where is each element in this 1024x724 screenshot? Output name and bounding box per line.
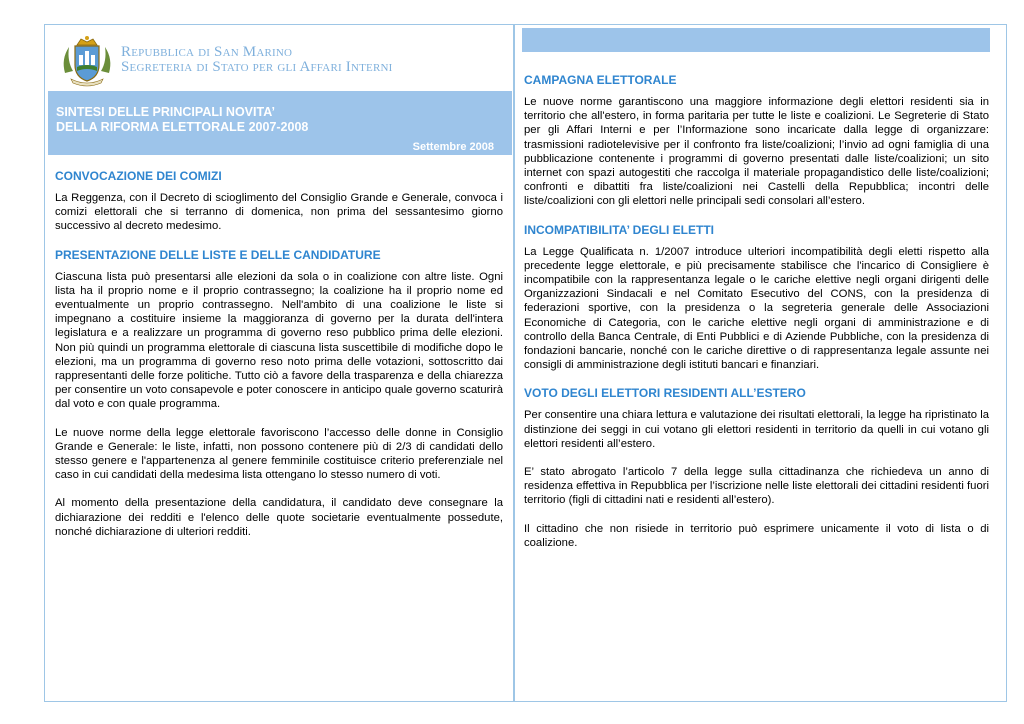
header-bar [522, 28, 990, 52]
org-line-2: Segreteria di Stato per gli Affari Interni [121, 59, 393, 75]
paragraph: Ciascuna lista può presentarsi alle elezioni da sola o in coalizione con altre liste. Ogni lista ha il proprio nome e il proprio contrassegno; la coalizione ha il proprio nome ed eventualmente un proprio contrassegno. Nell'ambito di una coalizione le liste si impegnano a costituire insieme la maggioranza di governo per la durata dell'intera legislatura e a realizzare un programma di governo reso pubblico prima delle elezioni. Non più quindi un programma elettorale di ciascuna lista suscettibile di modifiche dopo le elezioni, ma un programma di governo reso noto prima delle votazioni, sottoscritto dai rappresentanti delle forze politiche. Tutto ciò a favore della trasparenza e della chiarezza per consentire un voto consapevole e poter conoscere in anticipo quale governo scaturirà dal voto e con quale programma. [55, 270, 503, 411]
section-convocazione [55, 169, 503, 234]
org-line-1: Repubblica di San Marino [121, 44, 293, 60]
left-column [55, 169, 503, 553]
paragraph: E’ stato abrogato l’articolo 7 della legge sulla cittadinanza che richiedeva un anno di residenza effettiva in Repubblica per l’iscrizione nelle liste elettorali dei cittadini residenti fuori territorio (figli di cittadini nati e residenti all’estero). [524, 466, 989, 507]
section-incompatibilita [524, 223, 989, 373]
document-title [56, 105, 308, 135]
title-banner [48, 91, 512, 155]
publication-date: Settembre 2008 [412, 141, 494, 153]
section-title: INCOMPATIBILITA’ DEGLI ELETTI [524, 222, 714, 237]
paragraph: Le nuove norme garantiscono una maggiore informazione degli elettori residenti sia in territorio che all'estero, in forma paritaria per tutte le liste e coalizioni. Le Segreterie di Stato per gli Affari Interni e per l’Informazione sono incaricate dalla legge di organizzare: trasmissioni radiotelevisive per il confronto fra liste/coalizioni; l’invio ad ogni famiglia di una pubblicazione contenente i programmi di governo presentati dalle liste/coalizioni; un sito internet con spazi autogestiti che raccolga il materiale propagandistico delle liste/coalizioni; confronti e dibattiti fra liste/coalizioni nei Castelli della Repubblica; incontri delle liste/coalizioni con gli elettori nelle principali sedi consolari all’estero. [524, 96, 989, 208]
title-line-1: SINTESI DELLE PRINCIPALI NOVITA’ [56, 105, 276, 119]
right-column [524, 73, 989, 564]
section-presentazione [55, 248, 503, 539]
paragraph: Le nuove norme della legge elettorale favoriscono l’accesso delle donne in Consiglio Grande e Generale: le liste, infatti, non possono contenere più di 2/3 di candidati dello stesso genere e l'appartenenza al genere femminile costituisce criterio preferenziale nel caso in cui candidati della medesima lista ottengano lo stesso numero di voti. [55, 426, 503, 482]
title-line-2: DELLA RIFORMA ELETTORALE 2007-2008 [56, 120, 309, 134]
section-title: VOTO DEGLI ELETTORI RESIDENTI ALL’ESTERO [524, 386, 806, 401]
section-title: CONVOCAZIONE DEI COMIZI [55, 169, 222, 183]
section-title: PRESENTAZIONE DELLE LISTE E DELLE CANDIDATURE [55, 247, 381, 262]
left-panel [44, 24, 514, 702]
paragraph: La Legge Qualificata n. 1/2007 introduce ulteriori incompatibilità degli eletti rispetto alla precedente legge elettorale, e più precisamente stabilisce che l'incarico di Consigliere è incompatibile con la rappresentanza legale o le cariche elettive negli organi dirigenti delle Organizzazioni Sindacali e nel Comitato Esecutivo del CONS, con la presidenza di federazioni sportive, con la presidenza o la segreteria generale delle Associazioni Economiche di Categoria, con le cariche elettive negli organi di amministrazione e di controllo della Banca Centrale, di Enti Pubblici e di Aziende Pubbliche, con la presidenza di fondazioni bancarie, nonché con le cariche direttive o di rappresentanza legale assunte nei consigli di amministrazione degli istituti bancari e finanziari. [524, 245, 989, 372]
section-campagna [524, 73, 989, 209]
section-title: CAMPAGNA ELETTORALE [524, 73, 677, 87]
paragraph: Il cittadino che non risiede in territorio può esprimere unicamente il voto di lista o di coalizione. [524, 522, 989, 549]
paragraph: Per consentire una chiara lettura e valutazione dei risultati elettorali, la legge ha ripristinato la distinzione dei seggi in cui votano gli elettori residenti in territorio da quelli in cui votano gli elettori residenti all’estero. [524, 409, 989, 450]
organization-name [121, 45, 393, 75]
right-panel [514, 24, 1007, 702]
san-marino-coat-of-arms-icon [59, 33, 115, 89]
section-voto-estero [524, 386, 989, 550]
paragraph: La Reggenza, con il Decreto di scioglimento del Consiglio Grande e Generale, convoca i comizi elettorali che si terranno di domenica, non prima del sessantesimo giorno successivo al decreto medesimo. [55, 192, 503, 233]
paragraph: Al momento della presentazione della candidatura, il candidato deve consegnare la dichiarazione dei redditi e l'elenco delle quote societarie eventualmente possedute, nonché dichiarazione di ulteriori redditi. [55, 497, 503, 538]
